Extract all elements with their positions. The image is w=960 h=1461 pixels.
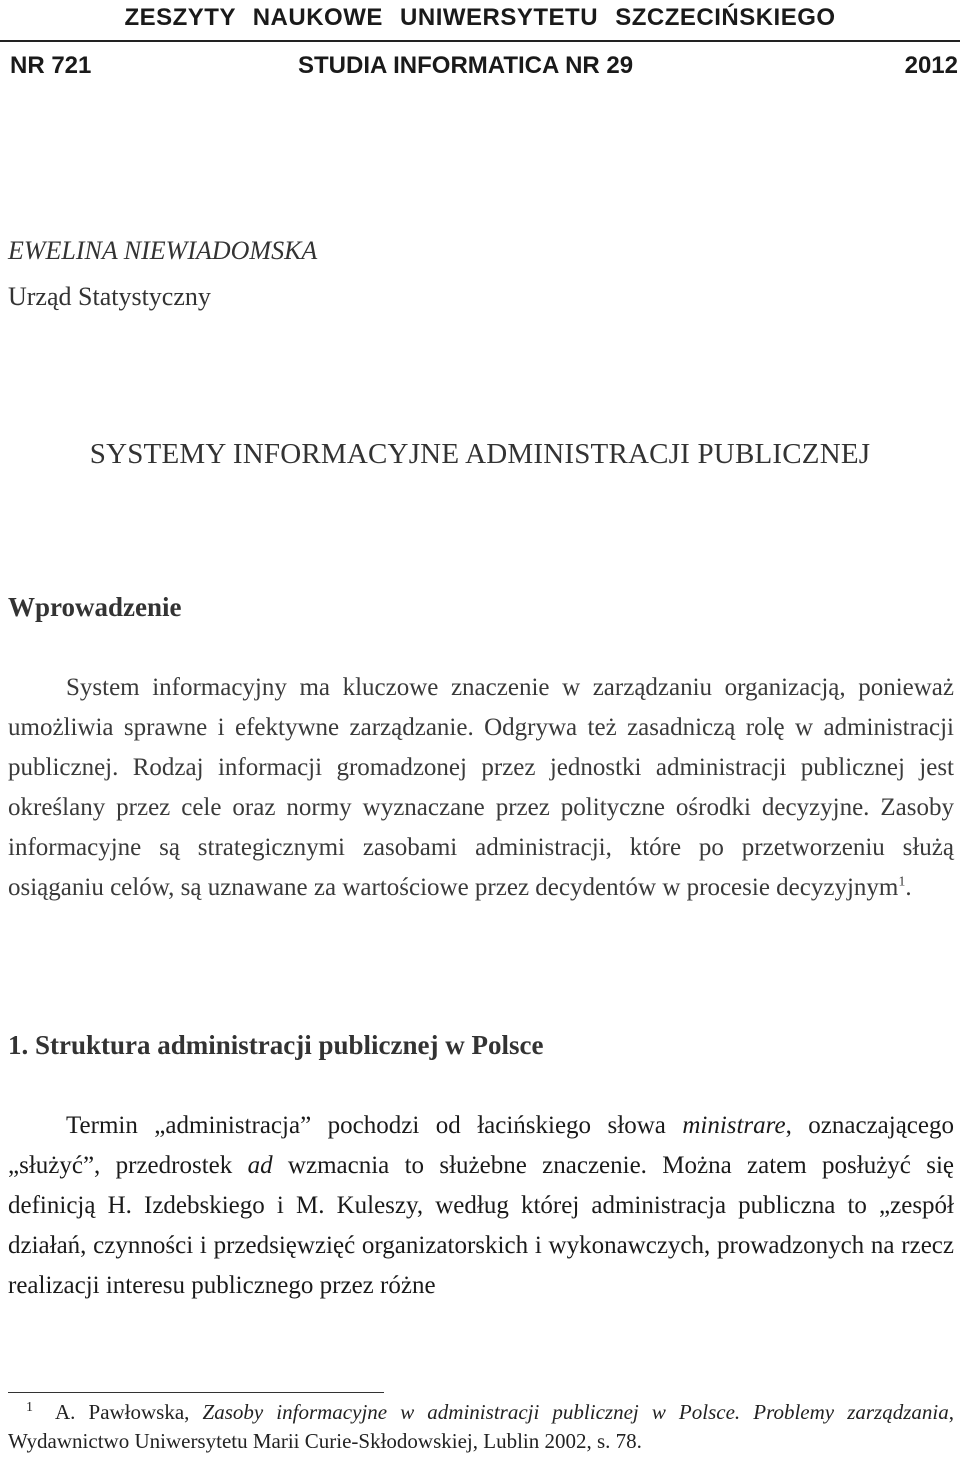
- header-divider: [0, 40, 960, 42]
- issue-year: 2012: [904, 52, 958, 79]
- author-affiliation: Urząd Statystyczny: [8, 282, 211, 311]
- section-1-heading: 1. Struktura administracji publicznej w Polsce: [8, 1030, 544, 1060]
- intro-heading: Wprowadzenie: [8, 592, 182, 622]
- footnote-author: A. Pawłowska,: [55, 1400, 203, 1424]
- intro-text: System informacyjny ma kluczowe znaczenie w zarządzaniu organizacją, ponieważ umożliwia sprawne i efektywne zarządzanie. Odgrywa też zasadniczą rolę w administracji publicznej. Rodzaj informacji gromadzonej przez jednostki administracji publicznej jest określany przez cele oraz normy wyznaczane przez polityczne ośrodki decyzyjne. Zasoby informacyjne są strategicznymi zasobami administracji, które po przetworzeniu służą osiąganiu celów, są uznawane za wartościowe przez decydentów w procesie decyzyjnym: [8, 674, 954, 901]
- section-1-text-1: Termin „administracja” pochodzi od łacińskiego słowa: [66, 1112, 683, 1139]
- journal-name: ZESZYTY NAUKOWE UNIWERSYTETU SZCZECIŃSKIEGO: [124, 4, 836, 31]
- intro-end: .: [905, 874, 912, 901]
- footnote-title: Zasoby informacyjne w administracji publicznej w Polsce. Problemy zarządzania: [202, 1400, 949, 1424]
- footnote-publisher: , Wydawnictwo Uniwersytetu Marii Curie-Skłodowskiej, Lublin 2002, s. 78.: [8, 1400, 954, 1453]
- section-1-text-3: wzmacnia to służebne znaczenie. Można zatem posłużyć się definicją H. Izdebskiego i M. Kuleszy, według której administracja publiczna to „zespół działań, czynności i przedsięwzięć organizatorskich i wykonawczych, prowadzonych na rzecz realizacji interesu publicznego przez różne: [8, 1152, 954, 1299]
- article-title: SYSTEMY INFORMACYJNE ADMINISTRACJI PUBLICZNEJ: [89, 438, 871, 470]
- section-1-italic-ministrare: ministrare: [682, 1112, 786, 1139]
- footnote-divider: [8, 1392, 384, 1393]
- issue-number: NR 721: [10, 52, 92, 79]
- footnote-number: 1: [26, 1400, 33, 1415]
- intro-paragraph: [8, 668, 954, 908]
- section-1-text-2: , oznaczającego „służyć”, przedrostek: [8, 1112, 954, 1179]
- footnote-reference[interactable]: 1: [898, 874, 906, 890]
- footnote: [8, 1398, 954, 1456]
- section-1-italic-ad: ad: [247, 1152, 273, 1179]
- series-name: STUDIA INFORMATICA NR 29: [298, 52, 634, 79]
- author-name: EWELINA NIEWIADOMSKA: [8, 236, 318, 265]
- section-1-paragraph: [8, 1106, 954, 1306]
